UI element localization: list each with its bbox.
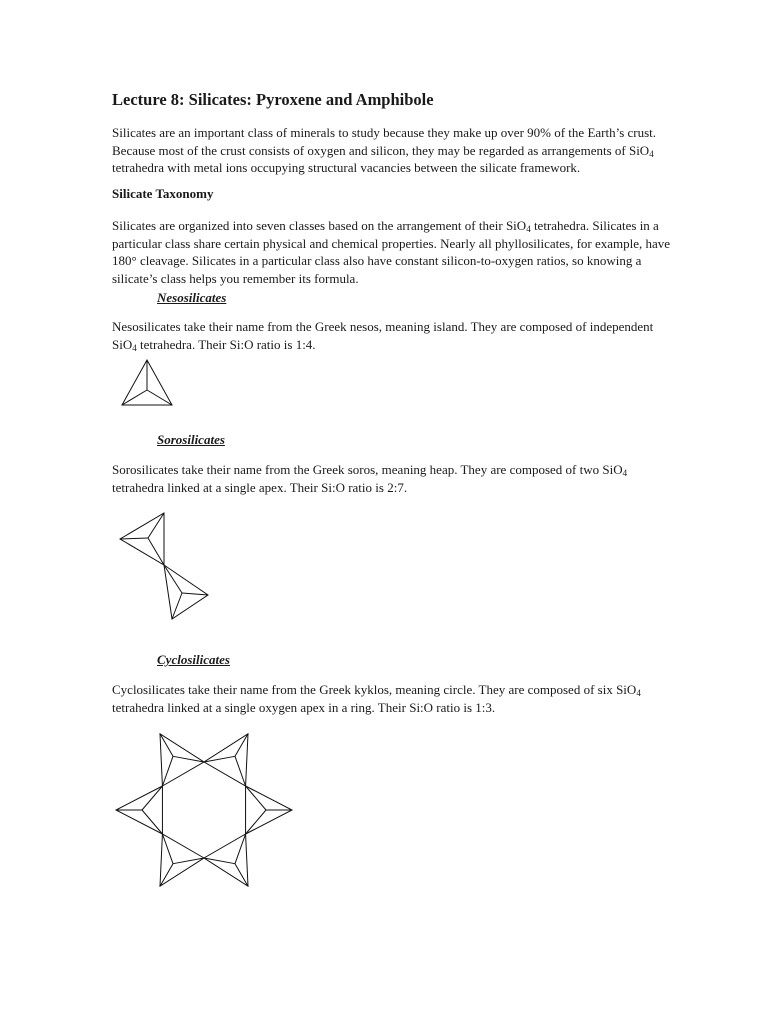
tetrahedron-edge (182, 593, 208, 595)
tetrahedron-edge (120, 538, 148, 539)
nesosilicate-tetrahedron-diagram (112, 355, 182, 415)
ring-tetrahedron-outline (160, 834, 204, 886)
ring-tetrahedron-edge (160, 864, 173, 887)
nesosilicates-line-1: Nesosilicates take their name from the Greek nesos, meaning island. They are composed of independent (112, 319, 654, 334)
ring-tetrahedron-outline (204, 834, 248, 886)
intro-paragraph (112, 124, 672, 177)
ring-tetrahedron-edge (246, 786, 266, 810)
taxonomy-line-4: silicate’s class helps you remember its formula. (112, 270, 359, 286)
ring-tetrahedron-edge (162, 756, 173, 786)
ring-tetrahedron-edge (162, 834, 173, 864)
taxonomy-line-1: Silicates are organized into seven classes based on the arrangement of their SiO$_4$ tetrahedra. Silicates in a (112, 218, 659, 234)
ring-tetrahedron-edge (235, 734, 248, 757)
tetrahedron-edge (148, 538, 164, 565)
sorosilicates-paragraph (112, 461, 672, 496)
cyclosilicates-paragraph (112, 681, 672, 716)
ring-tetrahedron-edge (235, 756, 246, 786)
lower-tetrahedron-outline (164, 565, 208, 619)
taxonomy-heading: Silicate Taxonomy (112, 186, 214, 201)
sorosilicates-heading: Sorosilicates (157, 432, 225, 447)
cyclosilicate-six-ring-diagram (112, 720, 302, 900)
ring-tetrahedron-edge (142, 810, 162, 834)
cyclosilicates-line-2: tetrahedra linked at a single oxygen apex in a ring. Their Si:O ratio is 1:3. (112, 699, 496, 715)
ring-tetrahedron-edge (235, 834, 246, 864)
sorosilicate-double-tetrahedron-diagram (112, 505, 222, 625)
ring-tetrahedron-edge (142, 786, 162, 810)
ring-tetrahedron-edge (235, 864, 248, 887)
intro-line-1: Silicates are an important class of minerals to study because they make up over 90% of the Earth’s crust. (112, 125, 657, 140)
intro-line-3: tetrahedra with metal ions occupying structural vacancies between the silicate framework. (112, 160, 581, 175)
page-title: Lecture 8: Silicates: Pyroxene and Amphibole (112, 90, 434, 109)
ring-tetrahedron-outline (204, 734, 248, 786)
ring-tetrahedron-edge (160, 734, 173, 757)
intro-line-2: Because most of the crust consists of oxygen and silicon, they may be regarded as arrangements of SiO$_4$ (112, 142, 654, 159)
tetrahedron-edge (148, 513, 164, 538)
nesosilicates-line-2: SiO$_4$ tetrahedra. Their Si:O ratio is 1:4. (112, 336, 316, 353)
ring-tetrahedron-outline (160, 734, 204, 786)
taxonomy-line-2: particular class share certain physical and chemical properties. Nearly all phyllosilicates, for example, have (112, 235, 671, 251)
cyclosilicates-line-1: Cyclosilicates take their name from the Greek kyklos, meaning circle. They are composed of six SiO$_4$ (112, 682, 641, 698)
sorosilicates-line-1: Sorosilicates take their name from the Greek soros, meaning heap. They are composed of two SiO$_4$ (112, 462, 628, 478)
sorosilicates-line-2: tetrahedra linked at a single apex. Their Si:O ratio is 2:7. (112, 479, 408, 495)
cyclosilicates-heading: Cyclosilicates (157, 652, 230, 667)
tetrahedron-edge (164, 565, 182, 593)
ring-tetrahedron-edge (246, 810, 266, 834)
taxonomy-line-3: 180° cleavage. Silicates in a particular class also have constant silicon-to-oxygen ratios, so knowing a (112, 253, 642, 268)
nesosilicates-paragraph (112, 318, 672, 353)
nesosilicates-heading: Nesosilicates (157, 290, 227, 305)
taxonomy-paragraph (112, 217, 672, 287)
